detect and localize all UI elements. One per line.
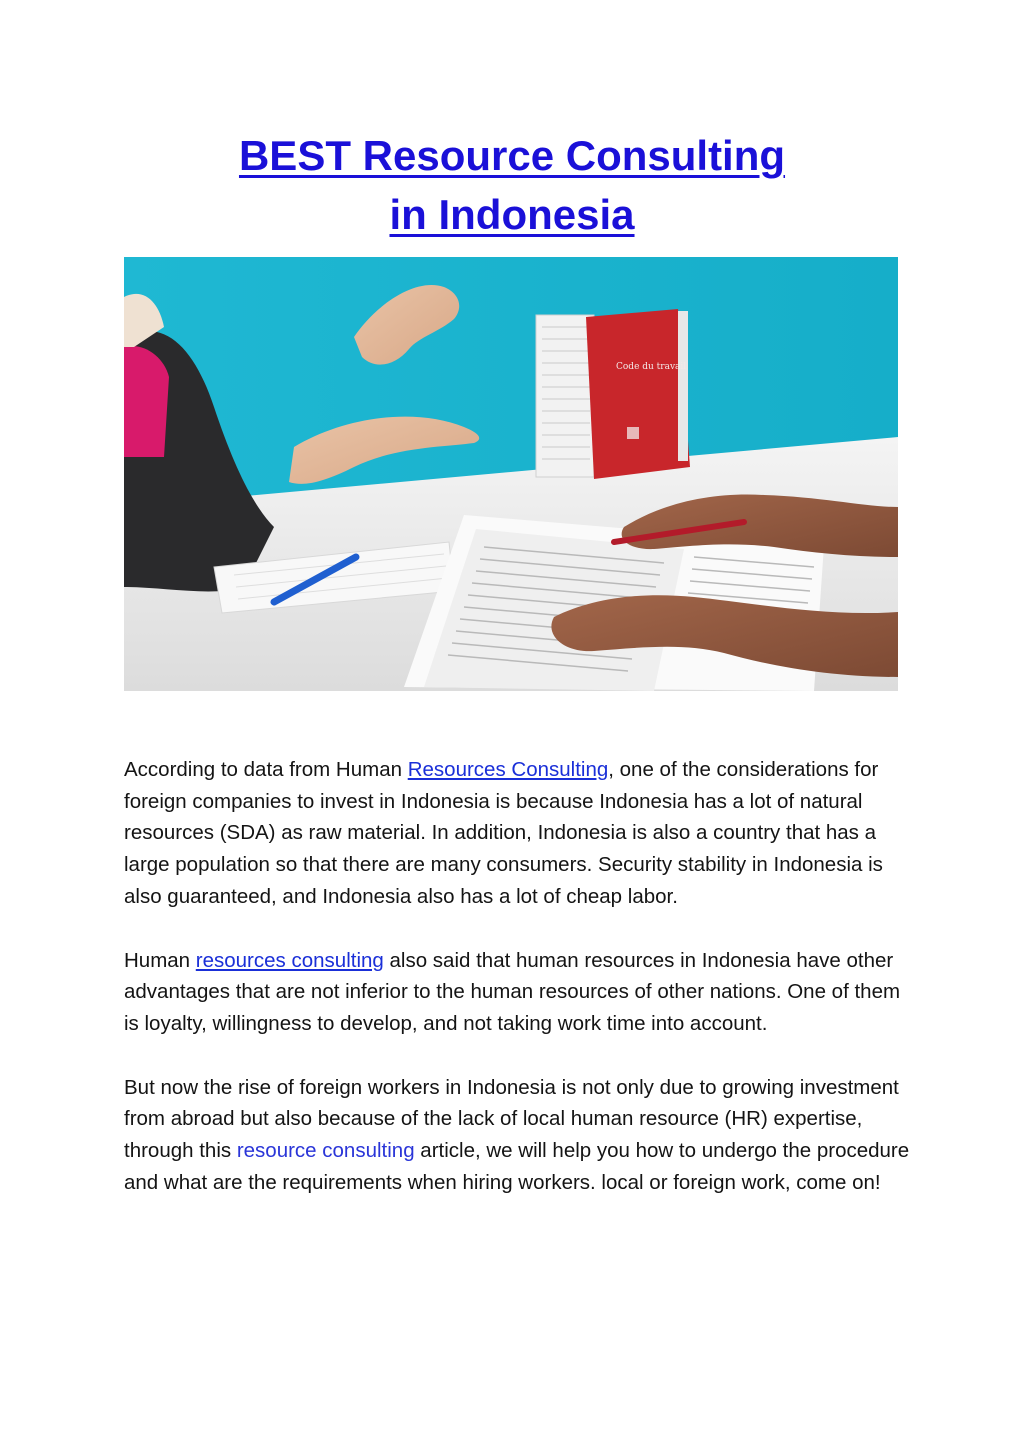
resources-consulting-link-2[interactable]: resources consulting [195, 948, 384, 972]
resources-consulting-link-1[interactable]: Resources Consulting [407, 758, 609, 781]
title-link[interactable] [0, 126, 1024, 244]
paragraph-1: According to data from Human Resources Consulting, one of the considerations for foreign companies to invest in Indonesia is because Indonesia has a lot of natural resources (SDA) as raw material. In addition, Indonesia is also a country that has a large population so that there are many consumers. Security stability in Indonesia is also guaranteed, and Indonesia also has a lot of cheap labor. [124, 758, 883, 908]
title-line-2: in Indonesia [389, 191, 635, 238]
page-title [0, 126, 1024, 244]
title-line-1: BEST Resource Consulting [238, 132, 786, 179]
article-body [124, 754, 914, 1230]
resource-consulting-link-3[interactable]: resource consulting [236, 1139, 415, 1163]
book-cover-title: Code du travail [616, 362, 687, 372]
article-photo [124, 257, 898, 691]
paragraph-2: Human resources consulting also said that human resources in Indonesia have other advantages that are not inferior to the human resources of other nations. One of them is loyalty, willingness to develop, and not taking work time into account. [124, 948, 901, 1035]
paragraph-3: But now the rise of foreign workers in Indonesia is not only due to growing investment from abroad but also because of the lack of local human resource (HR) expertise, through this resource consulting article, we will help you how to undergo the procedure and what are the requirements when hiring workers. local or foreign work, come on! [124, 1075, 910, 1194]
